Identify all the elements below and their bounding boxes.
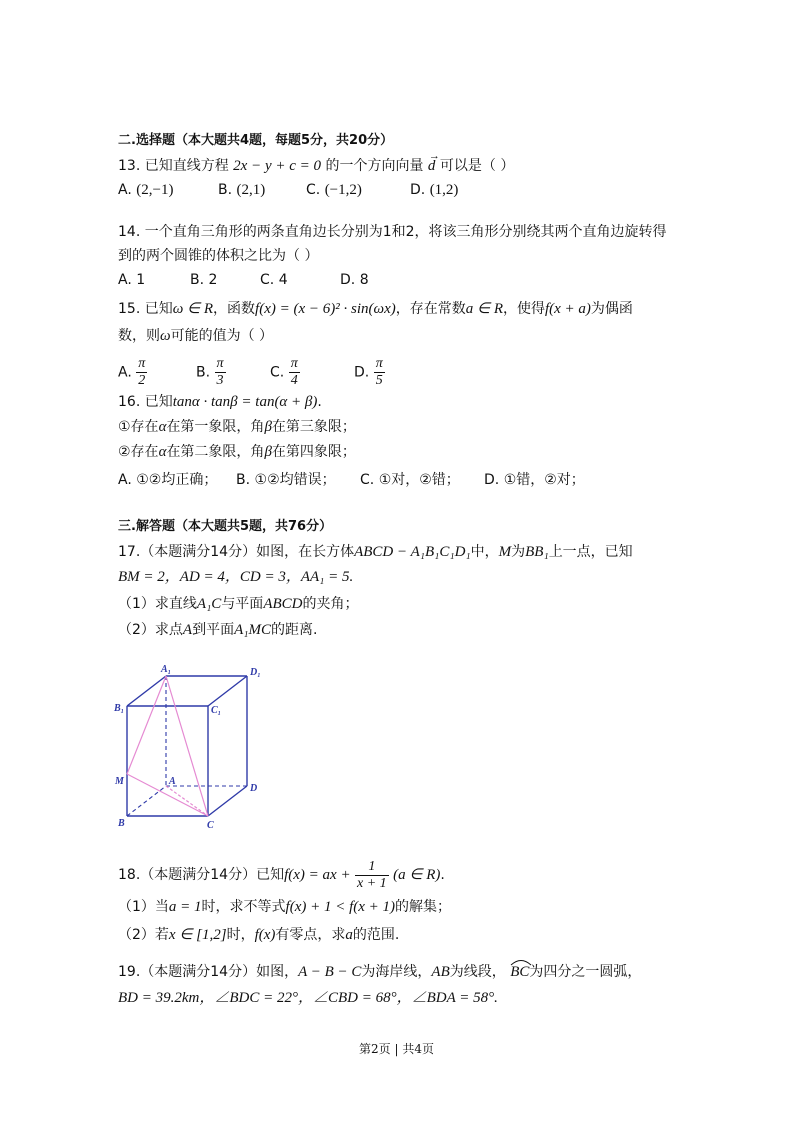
q17-math: A₁MC [234, 622, 271, 638]
question-19-line-2: BD = 39.2km，∠BDC = 22°，∠CBD = 68°，∠BDA = 58°. [118, 990, 498, 1006]
q15-text: 为偶函 [590, 301, 633, 317]
question-17-part-1 [118, 594, 358, 614]
question-15-options [118, 350, 438, 386]
option-value: ①②均错误； [254, 472, 336, 488]
q18-fraction [355, 859, 389, 892]
option-label: C. [260, 272, 275, 288]
q16-text: 在第二象限，角 [166, 444, 265, 460]
question-16-stem [118, 392, 322, 412]
q16-math: β [264, 444, 272, 460]
q18-text: （1）当 [118, 899, 169, 915]
fraction-numerator: π [290, 356, 298, 371]
q15-math-a: a ∈ R [465, 301, 503, 317]
question-13-options [118, 180, 518, 202]
q13-prefix: 13. 已知直线方程 [118, 158, 229, 174]
label-b1: B₁ [114, 703, 125, 714]
q17-math: A₁C [196, 596, 222, 612]
q15-text: 数，则 [118, 328, 160, 344]
option-label: A. [118, 472, 132, 488]
q19-text: 为海岸线， [361, 964, 432, 980]
question-14-options [118, 270, 418, 292]
label-c1: C₁ [211, 705, 222, 716]
option-value: ①错，②对； [503, 472, 585, 488]
question-17-part-2 [118, 620, 317, 640]
q17-text: 的距离. [270, 622, 318, 638]
q19-math: AB [431, 964, 450, 980]
q16-text: 在第四象限； [271, 444, 356, 460]
q19-text: 为线段， [449, 964, 506, 980]
question-18-stem [118, 858, 445, 892]
q14-option-a[interactable] [118, 270, 145, 290]
q18-text: 时，求不等式 [201, 899, 286, 915]
q17-text: 为 [511, 544, 526, 560]
question-17-line-2: BM = 2，AD = 4，CD = 3，AA₁ = 5. [118, 569, 354, 585]
q16-math: α [158, 419, 167, 435]
q16-math: β [264, 419, 272, 435]
question-14-line-1: 14. 一个直角三角形的两条直角边长分别为1和2，将该三角形分别绕其两个直角边旋转得 [118, 224, 667, 240]
q15-text: ，函数 [213, 301, 256, 317]
q17-math-m: M [498, 544, 512, 560]
arc-icon [510, 958, 532, 966]
fraction [215, 356, 226, 389]
vector-arrow-icon: → [428, 150, 440, 162]
q13-tail: 可以是（ ） [439, 158, 515, 174]
q18-text: 有零点，求 [275, 927, 346, 943]
option-label: D. [340, 272, 356, 288]
option-value: 1 [136, 272, 146, 288]
q15-text: 15. 已知 [118, 301, 173, 317]
q17-text: 到平面 [192, 622, 235, 638]
q15-option-c[interactable] [270, 356, 300, 389]
q15-option-b[interactable] [196, 356, 226, 389]
q13-equation: 2x − y + c = 0 [233, 158, 322, 174]
q18-math: f(x) [254, 927, 276, 943]
q18-math: a [345, 927, 353, 943]
question-19-line-1 [118, 962, 641, 982]
q13-option-c[interactable] [306, 180, 362, 200]
option-label: B. [218, 182, 233, 198]
label-d1: D₁ [250, 667, 261, 678]
fraction-denominator: 5 [375, 373, 383, 388]
option-label: B. [196, 364, 211, 381]
edge-b-a [127, 786, 166, 816]
question-13-stem [118, 150, 515, 176]
q15-option-d[interactable] [354, 356, 385, 389]
fraction-numerator: π [216, 356, 224, 371]
q17-text: 上一点，已知 [548, 544, 633, 560]
edge-c-d [208, 786, 247, 816]
q16-text: 16. 已知 [118, 394, 173, 410]
q17-math: A [182, 622, 193, 638]
fraction-denominator: 2 [138, 373, 146, 388]
q14-option-b[interactable] [190, 270, 217, 290]
option-label: A. [118, 182, 132, 198]
q18-text: 18.（本题满分14分）已知 [118, 867, 285, 883]
q16-option-c[interactable] [360, 470, 460, 490]
option-value: 8 [359, 272, 369, 288]
option-label: A. [118, 364, 132, 381]
fraction-numerator: π [138, 356, 146, 371]
q19-text: 为四分之一圆弧， [529, 964, 642, 980]
q19-text: 19.（本题满分14分）如图， [118, 964, 299, 980]
q13-option-b[interactable] [218, 180, 265, 200]
q13-option-d[interactable] [410, 180, 458, 200]
q17-text: 的夹角； [302, 596, 359, 612]
question-14-line-2: 到的两个圆锥的体积之比为（ ） [118, 248, 319, 264]
q16-text: ②存在 [118, 444, 159, 460]
q13-vector-letter: d [427, 158, 436, 174]
option-label: C. [270, 364, 285, 381]
q17-math-bb1: BB₁ [525, 544, 549, 560]
fraction-denominator: 4 [290, 373, 298, 388]
fraction [374, 356, 385, 389]
option-value: (1,2) [429, 182, 459, 198]
question-15-line-1 [118, 299, 633, 319]
q13-option-a[interactable] [118, 180, 173, 200]
option-label: D. [484, 472, 500, 488]
option-value: (2,1) [236, 182, 266, 198]
label-c: C [207, 820, 214, 831]
line-a1-c [166, 676, 208, 816]
q18-math-inequality: f(x) + 1 < f(x + 1) [285, 899, 396, 915]
option-label: A. [118, 272, 132, 288]
question-16-options [118, 470, 618, 492]
fraction-numerator: 1 [355, 859, 389, 876]
q17-text: 与平面 [221, 596, 264, 612]
q19-math: A − B − C [298, 964, 362, 980]
q15-math-shift: f(x + a) [544, 301, 591, 317]
q14-option-c[interactable] [260, 270, 288, 290]
line-a-c [166, 786, 208, 816]
option-label: D. [410, 182, 426, 198]
fraction [136, 356, 147, 389]
section-3-heading: 三.解答题（本大题共5题，共76分） [118, 519, 333, 534]
q16-option-a[interactable] [118, 470, 217, 490]
q16-math: tanα · tanβ = tan(α + β) [172, 394, 318, 410]
q13-suffix: 的一个方向向量 [325, 158, 424, 174]
question-18-part-2 [118, 925, 399, 945]
q15-text: ，使得 [502, 301, 545, 317]
q18-math-domain: (a ∈ R) [393, 867, 441, 883]
q18-text: . [440, 867, 445, 883]
q17-math: ABCD [263, 596, 303, 612]
q15-math-omega: ω ∈ R [172, 301, 214, 317]
cuboid-figure [110, 660, 270, 835]
label-b: B [118, 818, 125, 829]
q18-math: f(x) = ax + [284, 867, 351, 883]
line-m-c [127, 774, 208, 816]
q16-option-b[interactable] [236, 470, 336, 490]
q16-text: ①存在 [118, 419, 159, 435]
question-16-statement-2 [118, 442, 356, 462]
fraction-numerator: π [375, 356, 383, 371]
q19-math: BC [510, 964, 530, 980]
fraction [289, 356, 300, 389]
q18-text: 时， [226, 927, 255, 943]
fraction-denominator: x + 1 [357, 875, 387, 891]
option-value: (−1,2) [324, 182, 362, 198]
option-label: D. [354, 364, 370, 381]
q18-text: 的范围. [352, 927, 400, 943]
question-17-line-1 [118, 542, 633, 562]
fraction-denominator: 3 [216, 373, 224, 388]
q15-text: ，存在常数 [395, 301, 466, 317]
question-18-part-1 [118, 897, 451, 917]
option-value: 2 [208, 272, 218, 288]
label-d: D [250, 783, 258, 794]
option-value: (2,−1) [136, 182, 174, 198]
q14-option-d[interactable] [340, 270, 369, 290]
q15-math-function: f(x) = (x − 6)² · sin(ωx) [255, 301, 396, 317]
option-value: 4 [278, 272, 288, 288]
q18-math: x ∈ [1,2] [168, 927, 227, 943]
q17-text: （2）求点 [118, 622, 183, 638]
page-footer: 第2页 | 共4页 [359, 1042, 434, 1056]
label-m: M [115, 776, 124, 787]
option-value: ①②均正确； [136, 472, 218, 488]
q15-option-a[interactable] [118, 356, 147, 389]
q17-text: （1）求直线 [118, 596, 197, 612]
q15-text: 可能的值为（ ） [170, 328, 274, 344]
q13-vector [427, 150, 440, 174]
label-a: A [169, 776, 176, 787]
q18-text: 的解集； [395, 899, 452, 915]
option-label: C. [360, 472, 375, 488]
q16-text: . [317, 394, 322, 410]
q18-text: （2）若 [118, 927, 169, 943]
option-value: ①对，②错； [378, 472, 460, 488]
q19-arc-bc [510, 962, 529, 982]
q16-math: α [158, 444, 167, 460]
option-label: C. [306, 182, 321, 198]
q16-text: 在第一象限，角 [166, 419, 265, 435]
q15-math-omega: ω [160, 328, 171, 344]
label-a1: A₁ [161, 664, 172, 675]
edge-d1-c1 [208, 676, 247, 706]
q16-option-d[interactable] [484, 470, 585, 490]
q17-text: 17.（本题满分14分）如图，在长方体 [118, 544, 355, 560]
q18-math: a = 1 [168, 899, 202, 915]
q17-text: 中， [470, 544, 499, 560]
option-label: B. [236, 472, 251, 488]
question-15-line-2 [118, 326, 273, 346]
q16-text: 在第三象限； [271, 419, 356, 435]
question-16-statement-1 [118, 417, 356, 437]
q17-math-cuboid: ABCD − A₁B₁C₁D₁ [354, 544, 471, 560]
option-label: B. [190, 272, 205, 288]
section-2-heading: 二.选择题（本大题共4题，每题5分，共20分） [118, 133, 394, 148]
